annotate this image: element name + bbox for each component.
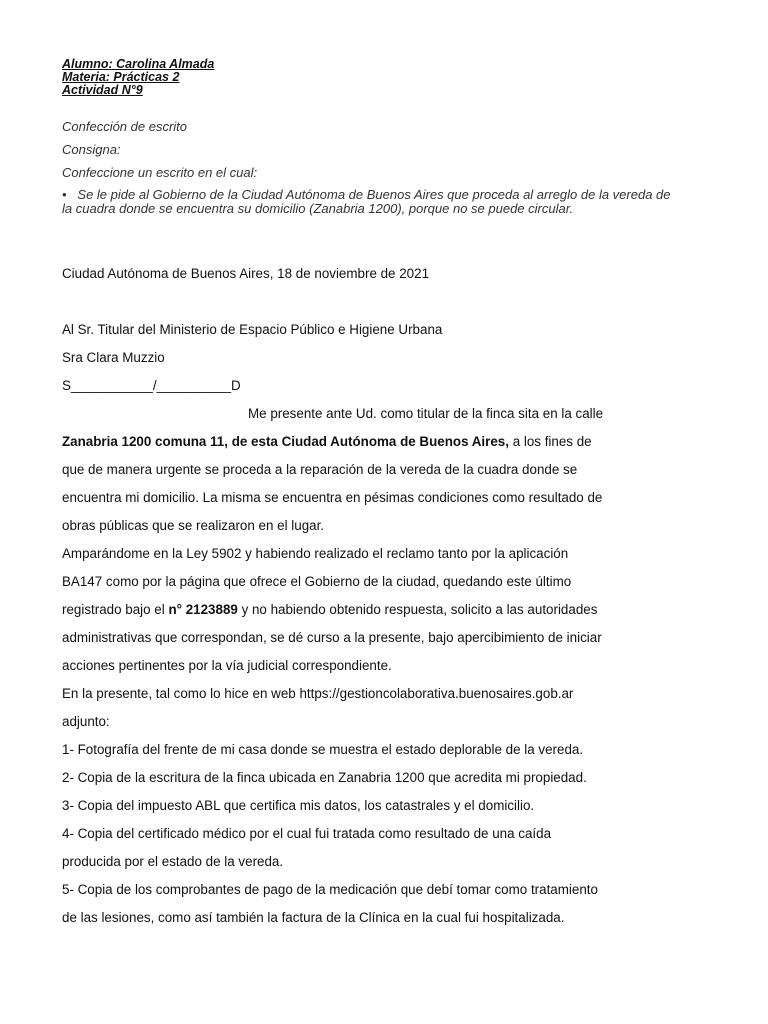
body-line: adjunto: bbox=[62, 714, 110, 729]
sd-line: S___________/__________D bbox=[62, 378, 241, 393]
bold-address: Zanabria 1200 comuna 11, de esta Ciudad Autónoma de Buenos Aires, bbox=[62, 434, 509, 449]
body-line: obras públicas que se realizaron en el lugar. bbox=[62, 518, 325, 533]
attachment-item: de las lesiones, como así también la factura de la Clínica en la cual fui hospitalizada. bbox=[62, 910, 565, 925]
consigna-label: Consigna: bbox=[62, 142, 121, 157]
addressee-name: Sra Clara Muzzio bbox=[62, 350, 165, 365]
attachment-item: 2- Copia de la escritura de la finca ubicada en Zanabria 1200 que acredita mi propiedad. bbox=[62, 770, 587, 785]
body-line: Zanabria 1200 comuna 11, de esta Ciudad Autónoma de Buenos Aires, a los fines de bbox=[62, 434, 592, 449]
assignment-title: Confección de escrito bbox=[62, 119, 188, 134]
body-line: BA147 como por la página que ofrece el Gobierno de la ciudad, quedando este último bbox=[62, 574, 572, 589]
body-line: En la presente, tal como lo hice en web https://gestioncolaborativa.buenosaires.gob.ar bbox=[62, 686, 574, 701]
body-line: registrado bajo el n° 2123889 y no habiendo obtenido respuesta, solicito a las autoridades bbox=[62, 602, 598, 617]
student-name: Alumno: Carolina Almada bbox=[62, 57, 215, 71]
body-line: encuentra mi domicilio. La misma se encuentra en pésimas condiciones como resultado de bbox=[62, 490, 603, 505]
assignment-bullet bbox=[62, 188, 672, 216]
activity-number: Actividad N°9 bbox=[62, 83, 143, 97]
body-line: administrativas que correspondan, se dé curso a la presente, bajo apercibimiento de iniciar bbox=[62, 630, 602, 645]
body-line: Amparándome en la Ley 5902 y habiendo realizado el reclamo tanto por la aplicación bbox=[62, 546, 569, 561]
attachment-item: producida por el estado de la vereda. bbox=[62, 854, 284, 869]
assignment-instruction: Confeccione un escrito en el cual: bbox=[62, 165, 258, 180]
attachment-item: 4- Copia del certificado médico por el cual fui tratada como resultado de una caída bbox=[62, 826, 552, 841]
bullet-symbol: • bbox=[62, 187, 67, 202]
place-date: Ciudad Autónoma de Buenos Aires, 18 de noviembre de 2021 bbox=[62, 266, 430, 281]
attachment-item: 1- Fotografía del frente de mi casa donde se muestra el estado deplorable de la vereda. bbox=[62, 742, 584, 757]
attachment-item: 3- Copia del impuesto ABL que certifica mis datos, los catastrales y el domicilio. bbox=[62, 798, 535, 813]
bullet-text: Se le pide al Gobierno de la Ciudad Autónoma de Buenos Aires que proceda al arreglo de la vereda de la cuadra donde se encuentra su domicilio (Zanabria 1200), porque no se puede circular. bbox=[62, 187, 671, 217]
subject-name: Materia: Prácticas 2 bbox=[62, 70, 180, 84]
addressee: Al Sr. Titular del Ministerio de Espacio Público e Higiene Urbana bbox=[62, 322, 443, 337]
claim-number: n° 2123889 bbox=[168, 602, 238, 617]
body-line: acciones pertinentes por la vía judicial correspondiente. bbox=[62, 658, 392, 673]
attachment-item: 5- Copia de los comprobantes de pago de la medicación que debí tomar como tratamiento bbox=[62, 882, 598, 897]
body-line: Me presente ante Ud. como titular de la finca sita en la calle bbox=[248, 406, 604, 421]
body-line: que de manera urgente se proceda a la reparación de la vereda de la cuadra donde se bbox=[62, 462, 578, 477]
